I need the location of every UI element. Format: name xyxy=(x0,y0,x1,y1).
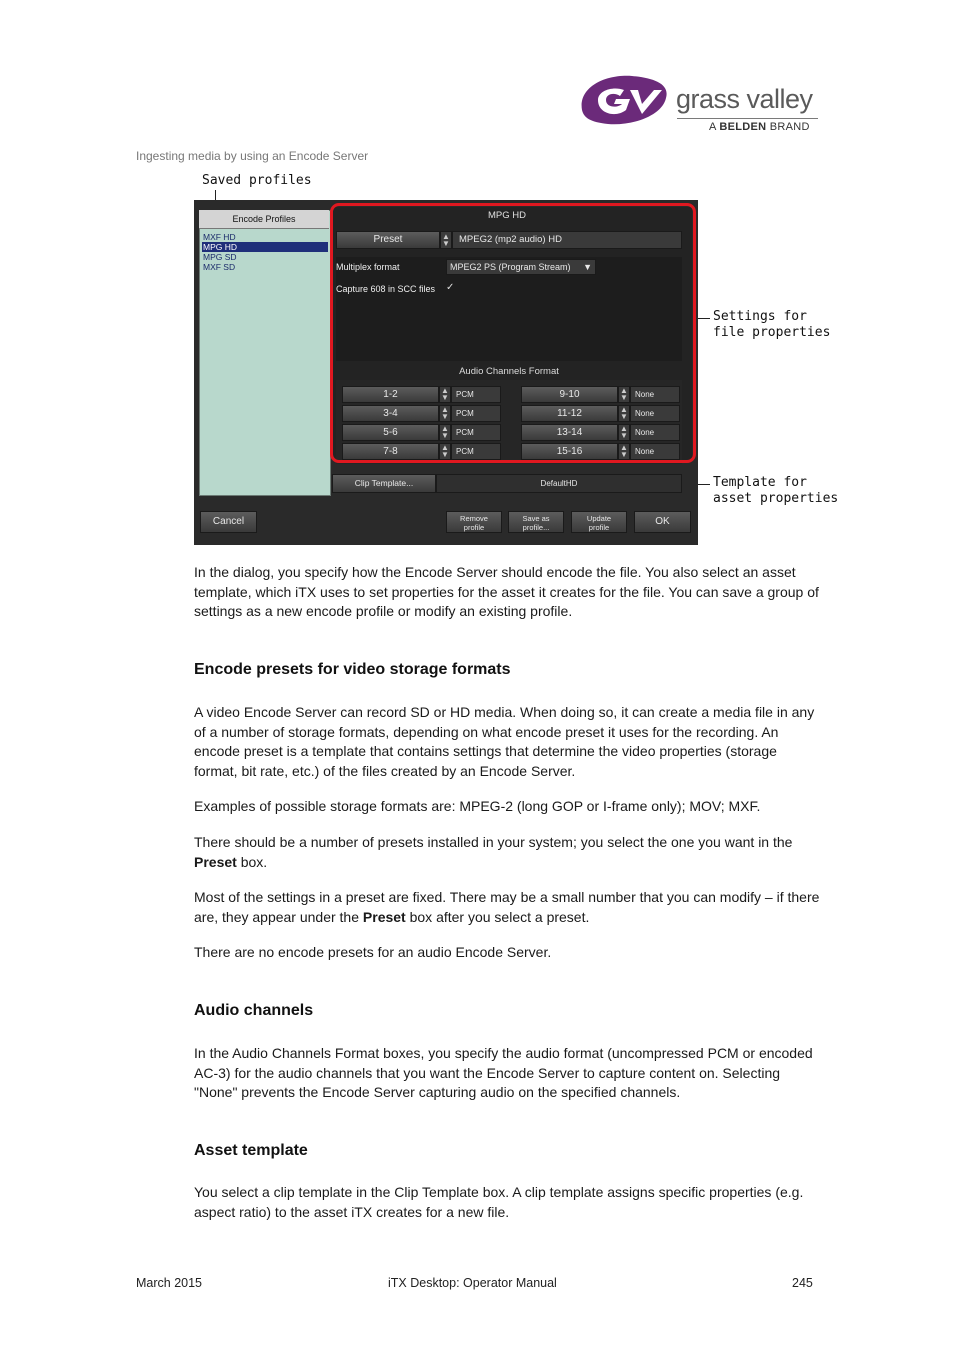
channel-format[interactable]: None xyxy=(630,443,680,460)
paragraph xyxy=(194,833,824,872)
logo-divider xyxy=(677,118,818,119)
spinner-icon[interactable]: ▲ ▼ xyxy=(618,424,630,441)
callout-text: Template for xyxy=(713,475,807,490)
running-header: Ingesting media by using an Encode Server xyxy=(136,149,369,163)
callout-text: file properties xyxy=(713,325,831,340)
text-run: box. xyxy=(236,853,268,870)
clip-template-field[interactable]: DefaultHD xyxy=(436,474,682,493)
callout-saved-profiles: Saved profiles xyxy=(202,173,312,188)
channel-format[interactable]: None xyxy=(630,405,680,422)
gv-logo-icon xyxy=(574,70,684,130)
button-label: profile xyxy=(463,523,485,532)
paragraph: Examples of possible storage formats are: MPEG-2 (long GOP or I-frame only); MOV; MXF. xyxy=(194,798,761,814)
footer-page-number: 245 xyxy=(792,1276,813,1290)
button-label: Save as xyxy=(522,514,550,523)
channel-format[interactable]: None xyxy=(630,424,680,441)
channel-button[interactable]: 11-12 xyxy=(521,405,618,422)
heading-encode-presets: Encode presets for video storage formats xyxy=(194,661,511,678)
multiplex-value: MPEG2 PS (Program Stream) xyxy=(450,262,571,272)
paragraph: A video Encode Server can record SD or HD media. When doing so, it can create a media file in any of a number of storage formats, depending on what encode preset it uses for the recording. An encode preset is a template that contains settings that determine the video properties (storage format, bit rate, etc.) of the files created by an Encode Server. xyxy=(194,704,815,779)
profiles-header: Encode Profiles xyxy=(199,210,329,229)
heading-audio-channels: Audio channels xyxy=(194,1002,314,1019)
text-run: There should be a number of presets installed in your system; you select the one you want in the xyxy=(194,834,793,850)
channel-button[interactable]: 13-14 xyxy=(521,424,618,441)
callout-line xyxy=(697,318,710,319)
spinner-icon[interactable]: ▲ ▼ xyxy=(439,405,451,422)
channel-format[interactable]: PCM xyxy=(451,386,501,403)
channel-format[interactable]: None xyxy=(630,386,680,403)
spinner-icon[interactable]: ▲ ▼ xyxy=(439,386,451,403)
spinner-icon[interactable]: ▲ ▼ xyxy=(618,443,630,460)
capture-checkbox[interactable]: ✓ xyxy=(446,282,455,293)
heading-asset-template: Asset template xyxy=(194,1142,308,1159)
callout-text: Settings for xyxy=(713,309,807,324)
paragraph: You select a clip template in the Clip Template box. A clip template assigns specific properties (e.g. aspect ratio) to the asset iTX creates for a new file. xyxy=(194,1184,804,1220)
intro-paragraph: In the dialog, you specify how the Encode Server should encode the file. You also select an asset template, which iTX uses to set properties for the asset it creates for the file. You can save a group of settings as a new encode profile or modify an existing profile. xyxy=(194,564,819,619)
spinner-icon[interactable]: ▲ ▼ xyxy=(618,405,630,422)
paragraph: In the Audio Channels Format boxes, you specify the audio format (uncompressed PCM or encoded AC-3) for the audio channels that you want the Encode Server to capture content on. Selecting "None" prevents the Encode Server capturing audio on the specified channels. xyxy=(194,1045,813,1100)
spinner-icon[interactable]: ▲ ▼ xyxy=(439,443,451,460)
channel-button[interactable]: 5-6 xyxy=(342,424,439,441)
button-label: profile... xyxy=(522,523,550,532)
callout-text: asset properties xyxy=(713,491,839,506)
list-item[interactable]: MPG HD xyxy=(202,242,328,252)
channel-button[interactable]: 3-4 xyxy=(342,405,439,422)
remove-profile-button[interactable] xyxy=(446,511,502,533)
panel-title: MPG HD xyxy=(488,210,526,221)
spinner-icon[interactable]: ▲ ▼ xyxy=(440,231,452,249)
paragraph: There are no encode presets for an audio Encode Server. xyxy=(194,944,552,960)
callout-asset-properties xyxy=(713,475,838,507)
channel-button[interactable]: 15-16 xyxy=(521,443,618,460)
button-label: Remove xyxy=(460,514,488,523)
channel-format[interactable]: PCM xyxy=(451,424,501,441)
clip-template-button[interactable]: Clip Template... xyxy=(332,474,436,493)
footer-title: iTX Desktop: Operator Manual xyxy=(388,1276,557,1290)
button-label: Update xyxy=(586,514,612,523)
chevron-down-icon: ▼ xyxy=(583,262,592,272)
spinner-icon[interactable]: ▲ ▼ xyxy=(439,424,451,441)
channel-button[interactable]: 1-2 xyxy=(342,386,439,403)
text-run: Most of the settings in a preset are fixed. There may be a small number that you can modify – if there are, they appear under the xyxy=(194,889,820,925)
channel-format[interactable]: PCM xyxy=(451,443,501,460)
logo-brand-bold: BELDEN xyxy=(719,121,767,133)
channel-format[interactable]: PCM xyxy=(451,405,501,422)
audio-format-title: Audio Channels Format xyxy=(459,366,559,377)
logo-brand xyxy=(709,121,810,133)
logo-brand-suffix: BRAND xyxy=(769,121,810,133)
list-item[interactable]: MXF HD xyxy=(203,232,236,242)
button-label: profile xyxy=(588,523,610,532)
text-run-bold: Preset xyxy=(362,908,406,925)
list-item[interactable]: MXF SD xyxy=(203,262,236,272)
capture-label: Capture 608 in SCC files xyxy=(336,284,436,294)
list-item[interactable]: MPG SD xyxy=(203,252,237,262)
logo-wordmark: grass valley xyxy=(676,84,813,114)
footer-date: March 2015 xyxy=(136,1276,203,1290)
spinner-icon[interactable]: ▲ ▼ xyxy=(618,386,630,403)
preset-button[interactable]: Preset xyxy=(336,231,440,249)
ok-button[interactable]: OK xyxy=(634,511,691,533)
update-profile-button[interactable] xyxy=(571,511,627,533)
multiplex-label: Multiplex format xyxy=(336,262,400,272)
channel-button[interactable]: 9-10 xyxy=(521,386,618,403)
save-profile-button[interactable] xyxy=(508,511,564,533)
highlight-frame xyxy=(330,203,696,463)
logo-brand-prefix: A xyxy=(709,121,717,133)
callout-file-properties xyxy=(713,309,830,341)
cancel-button[interactable]: Cancel xyxy=(200,511,257,533)
paragraph xyxy=(194,888,824,927)
channel-button[interactable]: 7-8 xyxy=(342,443,439,460)
text-run: box after you select a preset. xyxy=(405,908,590,925)
preset-field[interactable]: MPEG2 (mp2 audio) HD xyxy=(452,231,682,249)
text-run-bold: Preset xyxy=(194,853,237,870)
